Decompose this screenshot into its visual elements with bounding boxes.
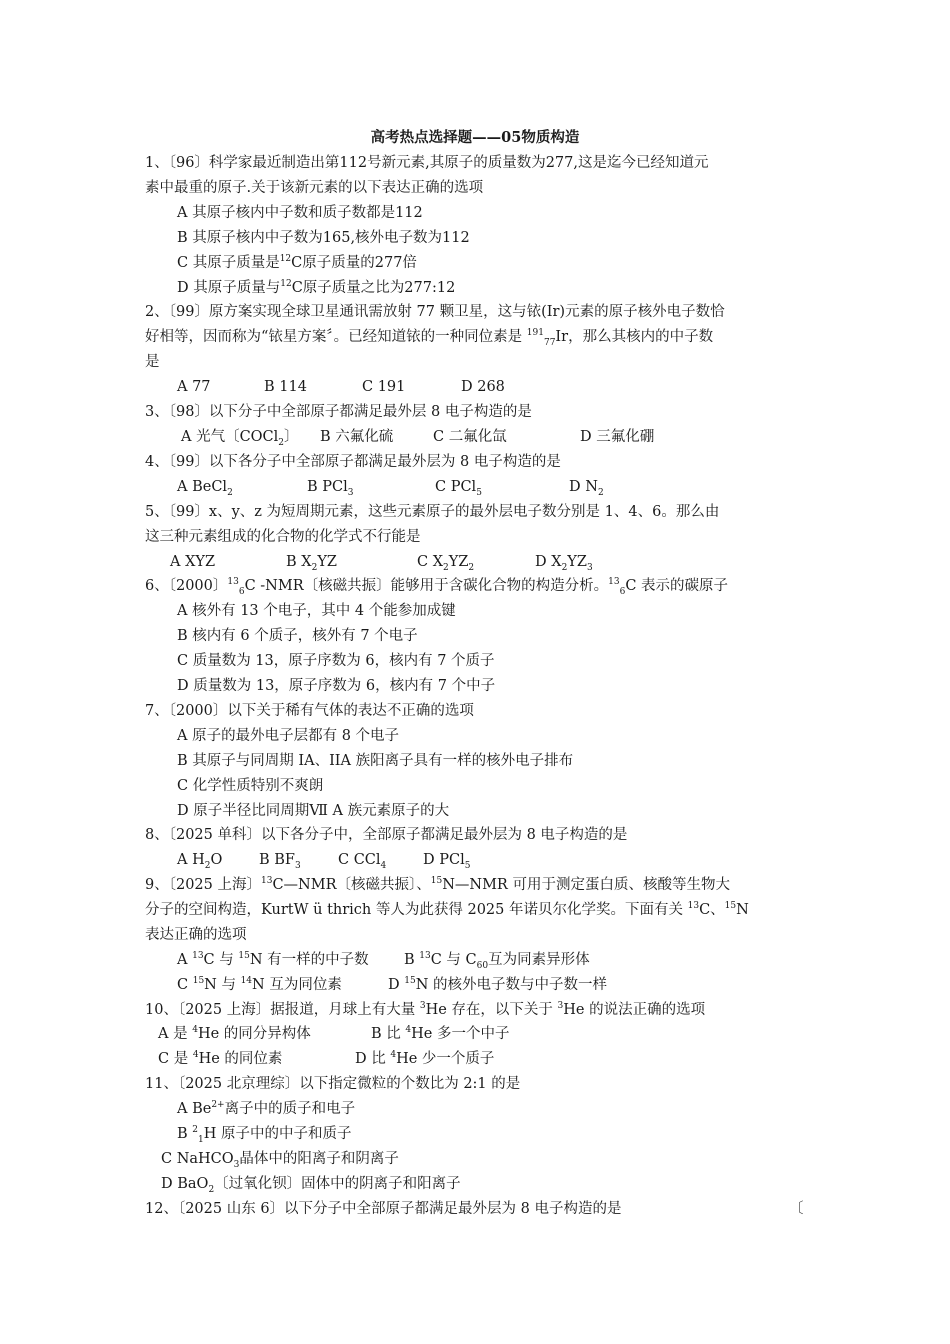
question-8-options [177, 850, 470, 870]
question-3-option-b: B 六氟化硫 [320, 429, 394, 445]
question-9-option-b: B $^{13}$C 与 $C_{60}$互为同素异形体 [404, 951, 590, 971]
question-2-stem: 2、〔99〕原方案实现全球卫星通讯需放射 77 颗卫星，这与铱(Ir)元素的原子核外电子数恰 [145, 304, 725, 320]
document-title: 高考热点选择题——05物质构造 [370, 129, 580, 146]
question-3-option-c: C 二氟化氙 [433, 429, 507, 445]
question-3-option-a: A 光气〔COCl$_2$〕 [181, 429, 299, 448]
question-1-option-c: C 其原子质量是$^{12}$C原子质量的277倍 [177, 254, 417, 271]
question-10-options-cd [158, 1049, 494, 1069]
question-4-option-c: C PCl$_5$ [435, 479, 482, 498]
question-12-stem: 12、〔2025 山东 6〕以下分子中全部原子都满足最外层为 8 电子构造的是 [145, 1201, 622, 1217]
question-10-option-a: A 是 $^4$He 的同分异构体 [158, 1025, 311, 1042]
question-5-stem-cont: 这三种元素组成的化合物的化学式不行能是 [145, 529, 421, 545]
question-6-stem: 6、〔2000〕$^{13}_6$C -NMR〔核磁共振〕能够用于含碳化合物的构造分析。$^{13}_6$C 表示的碳原子 [145, 577, 729, 597]
question-6-option-d: D 质量数为 13，原子序数为 6，核内有 7 个中子 [177, 678, 496, 694]
question-6-option-b: B 核内有 6 个质子，核外有 7 个电子 [177, 628, 418, 644]
question-8-option-b: B $BF_3$ [259, 852, 301, 871]
question-11-option-a: A $Be^{2+}$离子中的质子和电子 [177, 1100, 356, 1117]
question-7-option-a: A 原子的最外电子层都有 8 个电子 [177, 728, 400, 744]
question-4-option-b: B PCl$_3$ [307, 479, 354, 498]
question-5-option-b: B $X_2YZ$ [286, 554, 337, 573]
question-9-options-ab [177, 950, 590, 970]
question-2-option-c: C 191 [362, 379, 406, 395]
question-5-option-c: C $X_2YZ_2$ [417, 554, 475, 573]
question-6-option-c: C 质量数为 13，原子序数为 6，核内有 7 个质子 [177, 653, 495, 669]
question-8-option-d: D PCl$_5$ [423, 852, 471, 871]
question-2-option-d: D 268 [461, 379, 505, 395]
question-5-options [170, 552, 593, 572]
question-4-option-d: D $N_2$ [569, 479, 604, 498]
question-1-stem: 1、〔96〕科学家最近制造出第112号新元素,其原子的质量数为277,这是迄今已经知道元 [145, 155, 709, 171]
question-2-stem-cont: 好相等，因而称为“铱星方案〞。已经知道铱的一种同位素是 $^{191}_{77}$Ir，那么其核内的中子数 [145, 328, 714, 348]
question-5-option-d: D $X_2YZ_3$ [535, 554, 593, 573]
question-2-option-b: B 114 [264, 379, 307, 395]
question-5-stem: 5、〔99〕x、y、z 为短周期元素，这些元素原子的最外层电子数分别是 1、4、6。那么由 [145, 504, 720, 520]
question-1-option-a: A 其原子核内中子数和质子数都是112 [177, 205, 423, 221]
question-7-stem: 7、〔2000〕以下关于稀有气体的表达不正确的选项 [145, 703, 474, 719]
question-10-stem: 10、〔2025 上海〕据报道，月球上有大量 $^3$He 存在，以下关于 $^3$He 的说法正确的选项 [145, 1001, 706, 1018]
question-9-option-a: A $^{13}$C 与 $^{15}$N 有一样的中子数 [177, 951, 369, 968]
question-11-stem: 11、〔2025 北京理综〕以下指定微粒的个数比为 2:1 的是 [145, 1076, 521, 1092]
question-3-option-d: D 三氟化硼 [580, 429, 655, 445]
question-8-option-a: A $H_2O$ [177, 852, 223, 871]
question-2-options [177, 377, 505, 397]
question-11-option-c: C NaHCO$_3$晶体中的阳离子和阴离子 [161, 1151, 399, 1170]
question-1-stem-cont: 素中最重的原子.关于该新元素的以下表达正确的选项 [145, 180, 484, 196]
question-4-options [177, 477, 604, 497]
question-3-stem: 3、〔98〕以下分子中全部原子都满足最外层 8 电子构造的是 [145, 404, 532, 420]
question-3-options [181, 427, 654, 447]
question-4-stem: 4、〔99〕以下各分子中全部原子都满足最外层为 8 电子构造的是 [145, 454, 561, 470]
question-2-option-a: A 77 [177, 379, 211, 395]
question-2-stem-end: 是 [145, 354, 160, 370]
question-9-option-c: C $^{15}$N 与 $^{14}$N 互为同位素 [177, 976, 342, 993]
question-10-option-b: B 比 $^4$He 多一个中子 [371, 1025, 510, 1042]
question-6-option-a: A 核外有 13 个电子，其中 4 个能参加成键 [177, 603, 456, 619]
question-10-option-c: C 是 $^4$He 的同位素 [158, 1050, 283, 1067]
question-1-option-d: D 其原子质量与$^{12}$C原子质量之比为277:12 [177, 279, 456, 296]
question-5-option-a: A XYZ [170, 554, 216, 570]
question-9-stem-cont: 分子的空间构造，KurtW ü thrich 等人为此获得 2025 年诺贝尔化学奖。下面有关 $^{13}$C、$^{15}$N [145, 901, 749, 918]
question-9-options-cd [177, 975, 607, 995]
question-8-stem: 8、〔2025 单科〕以下各分子中，全部原子都满足最外层为 8 电子构造的是 [145, 827, 628, 843]
question-11-option-d: D BaO$_2$〔过氧化钡〕固体中的阴离子和阳离子 [161, 1176, 461, 1195]
question-8-option-c: C CCl$_4$ [338, 852, 387, 871]
question-1-option-b: B 其原子核内中子数为165,核外电子数为112 [177, 230, 470, 246]
question-7-option-b: B 其原子与同周期 IA、IIA 族阳离子具有一样的核外电子排布 [177, 753, 574, 769]
answer-paren: 〔 [789, 1201, 804, 1217]
question-9-option-d: D $^{15}$N 的核外电子数与中子数一样 [388, 976, 607, 993]
question-9-stem-end: 表达正确的选项 [145, 927, 247, 943]
question-9-stem: 9、〔2025 上海〕$^{13}$C—NMR〔核磁共振〕、$^{15}$N—NMR 可用于测定蛋白质、核酸等生物大 [145, 876, 730, 893]
question-7-option-c: C 化学性质特别不爽朗 [177, 778, 324, 794]
question-10-option-d: D 比 $^4$He 少一个质子 [355, 1050, 495, 1067]
question-4-option-a: A BeCl$_2$ [177, 479, 233, 498]
question-7-option-d: D 原子半径比同周期Ⅶ A 族元素原子的大 [177, 803, 450, 819]
question-11-option-b: B $^2_1$H 原子中的中子和质子 [177, 1125, 352, 1145]
question-10-options-ab [158, 1024, 509, 1044]
